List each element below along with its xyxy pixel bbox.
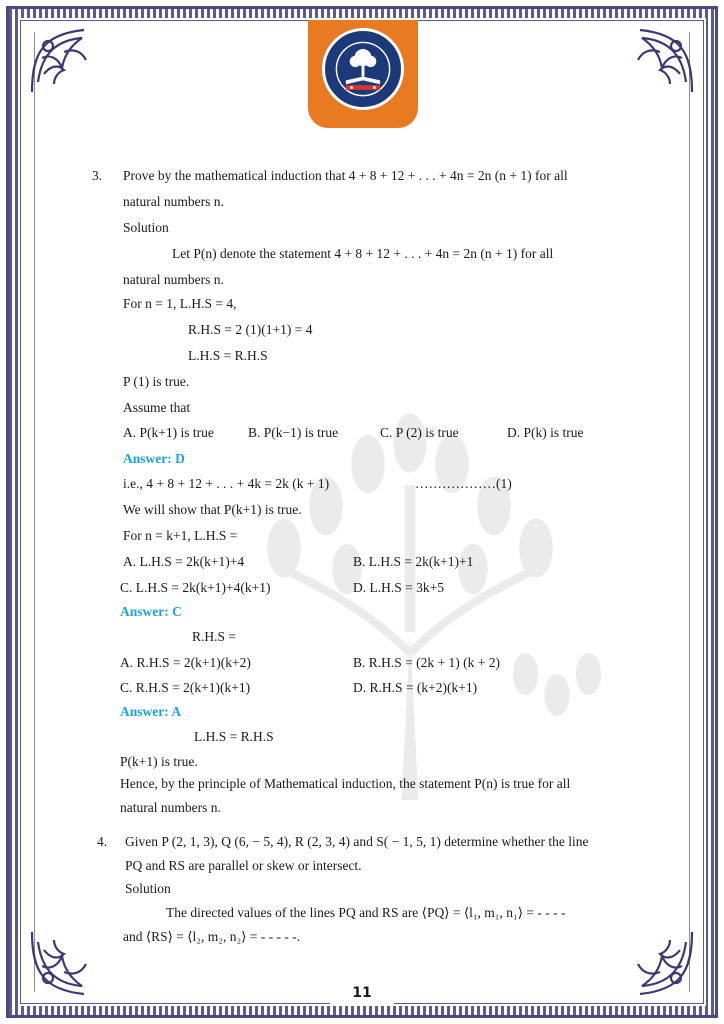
- choice-option: D. R.H.S = (k+2)(k+1): [353, 680, 478, 695]
- choice-option: C. L.H.S = 2k(k+1)+4(k+1): [120, 580, 271, 595]
- answer-label: Answer: D: [123, 451, 185, 466]
- choice-option: C. R.H.S = 2(k+1)(k+1): [120, 680, 251, 695]
- question-number: 4.: [97, 834, 108, 849]
- solution-text: For n = 1, L.H.S = 4,: [123, 296, 237, 311]
- choice-option: B. L.H.S = 2k(k+1)+1: [353, 554, 474, 569]
- solution-text: Assume that: [123, 400, 191, 415]
- page-number: 11: [352, 985, 372, 1001]
- solution-text: i.e., 4 + 8 + 12 + . . . + 4k = 2k (k + 1): [123, 476, 330, 491]
- question-text: Given P (2, 1, 3), Q (6, − 5, 4), R (2, 3, 4) and S( − 1, 5, 1) determine whether the line: [125, 834, 589, 849]
- question-text: PQ and RS are parallel or skew or intersect.: [125, 858, 362, 873]
- solution-heading: Solution: [123, 220, 169, 235]
- choice-option: B. R.H.S = (2k + 1) (k + 2): [353, 655, 500, 670]
- solution-text: natural numbers n.: [123, 272, 224, 287]
- choice-option: B. P(k−1) is true: [248, 425, 339, 440]
- choice-option: D. L.H.S = 3k+5: [353, 580, 444, 595]
- answer-label: Answer: A: [120, 704, 182, 719]
- solution-text: We will show that P(k+1) is true.: [123, 502, 302, 517]
- solution-text: R.H.S = 2 (1)(1+1) = 4: [188, 322, 313, 337]
- question-text: Prove by the mathematical induction that 4 + 8 + 12 + . . . + 4n = 2n (n + 1) for all: [123, 168, 568, 183]
- solution-text: natural numbers n.: [120, 800, 221, 815]
- solution-text: The directed values of the lines PQ and RS are ⟨PQ⟩ = ⟨l₁, m₁, n₁⟩ = - - - -: [166, 905, 566, 920]
- solution-text: Let P(n) denote the statement 4 + 8 + 12 + . . . + 4n = 2n (n + 1) for all: [172, 246, 554, 261]
- solution-text: R.H.S =: [192, 629, 237, 644]
- equation-tag: ………………(1): [415, 476, 512, 491]
- question-number: 3.: [92, 168, 103, 183]
- solution-text: P(k+1) is true.: [120, 754, 198, 769]
- choice-option: A. R.H.S = 2(k+1)(k+2): [120, 655, 251, 670]
- solution-text: L.H.S = R.H.S: [188, 348, 268, 363]
- choice-option: D. P(k) is true: [507, 425, 584, 440]
- solution-text: and ⟨RS⟩ = ⟨l₂, m₂, n₂⟩ = - - - - -.: [123, 929, 301, 944]
- choice-option: A. L.H.S = 2k(k+1)+4: [123, 554, 245, 569]
- solution-text: L.H.S = R.H.S: [194, 729, 274, 744]
- solution-text: P (1) is true.: [123, 374, 190, 389]
- answer-label: Answer: C: [120, 604, 182, 619]
- solution-text: For n = k+1, L.H.S =: [123, 528, 238, 543]
- choice-option: A. P(k+1) is true: [123, 425, 214, 440]
- question-text: natural numbers n.: [123, 194, 224, 209]
- solution-heading: Solution: [125, 881, 171, 896]
- solution-text: Hence, by the principle of Mathematical induction, the statement P(n) is true for all: [120, 776, 571, 791]
- choice-option: C. P (2) is true: [380, 425, 459, 440]
